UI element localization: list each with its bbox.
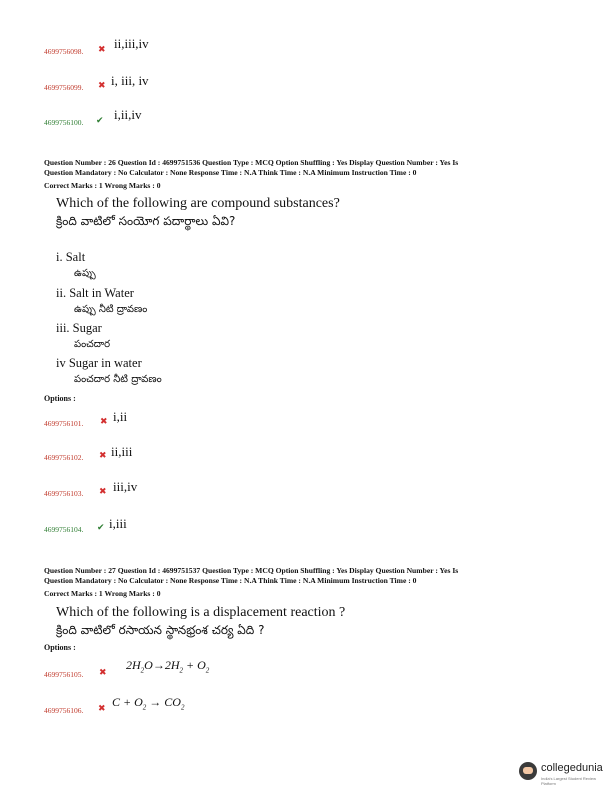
option-id: 4699756099. [44,83,84,92]
question-text-english: Which of the following are compound substances? [56,196,340,211]
option-id: 4699756098. [44,47,84,56]
statement-1-english: i. Salt [56,250,86,264]
question-text-telugu: క్రింది వాటిలో సంయోగ పదార్థాలు ఏవి? [56,214,236,228]
logo-tagline: India's Largest Student Review Platform [541,776,597,786]
statement-4-english: iv Sugar in water [56,356,142,370]
correct-check-icon: ✔ [96,116,104,126]
chemical-equation: $C + O_2 \to CO_2$ [112,695,185,712]
option-text: iii,iv [113,479,138,494]
statement-2-telugu: ఉప్పు నీటి ద్రావణం [74,304,148,315]
option-id: 4699756103. [44,489,84,498]
question-marks: Correct Marks : 1 Wrong Marks : 0 [44,181,161,190]
options-label: Options : [44,643,76,652]
mascot-icon [519,762,537,780]
option-id: 4699756106. [44,706,84,715]
option-id: 4699756101. [44,419,84,428]
statement-4-telugu: పంచదార నీటి ద్రావణం [74,374,162,385]
option-id: 4699756104. [44,525,84,534]
question-meta-line-2: Question Mandatory : No Calculator : None Response Time : N.A Think Time : N.A Minimum Instruction Time : 0 [44,576,417,585]
statement-3-english: iii. Sugar [56,321,102,335]
question-meta-line-1: Question Number : 26 Question Id : 4699751536 Question Type : MCQ Option Shuffling : Yes Display Question Number : Yes Is [44,158,459,167]
option-text: i,iii [109,516,127,531]
question-meta-line-1: Question Number : 27 Question Id : 4699751537 Question Type : MCQ Option Shuffling : Yes Display Question Number : Yes Is [44,566,459,575]
wrong-mark-icon: ✖ [100,417,108,427]
option-text: i,ii,iv [114,107,142,122]
option-text: i, iii, iv [111,73,149,88]
options-label: Options : [44,394,76,403]
option-id: 4699756100. [44,118,84,127]
wrong-mark-icon: ✖ [99,668,107,678]
wrong-mark-icon: ✖ [99,451,107,461]
statement-1-telugu: ఉప్పు [74,268,96,279]
question-marks: Correct Marks : 1 Wrong Marks : 0 [44,589,161,598]
statement-3-telugu: పంచదార [74,339,111,350]
wrong-mark-icon: ✖ [99,487,107,497]
option-text: ii,iii,iv [114,36,149,51]
collegedunia-logo [519,758,607,788]
question-text-telugu: క్రింది వాటిలో రసాయన స్థానభ్రంశ చర్య ఏది ? [56,623,265,637]
wrong-mark-icon: ✖ [98,45,106,55]
statement-2-english: ii. Salt in Water [56,286,134,300]
correct-check-icon: ✔ [97,523,105,533]
option-text: ii,iii [111,444,133,459]
option-id: 4699756105. [44,670,84,679]
option-text: i,ii [113,409,128,424]
wrong-mark-icon: ✖ [98,704,106,714]
question-meta-line-2: Question Mandatory : No Calculator : None Response Time : N.A Think Time : N.A Minimum Instruction Time : 0 [44,168,417,177]
wrong-mark-icon: ✖ [98,81,106,91]
logo-name: collegedunia [541,762,603,774]
question-text-english: Which of the following is a displacement reaction ? [56,605,346,620]
option-id: 4699756102. [44,453,84,462]
chemical-equation: $2H_2O\to 2H_2 + O_2$ [126,658,210,675]
